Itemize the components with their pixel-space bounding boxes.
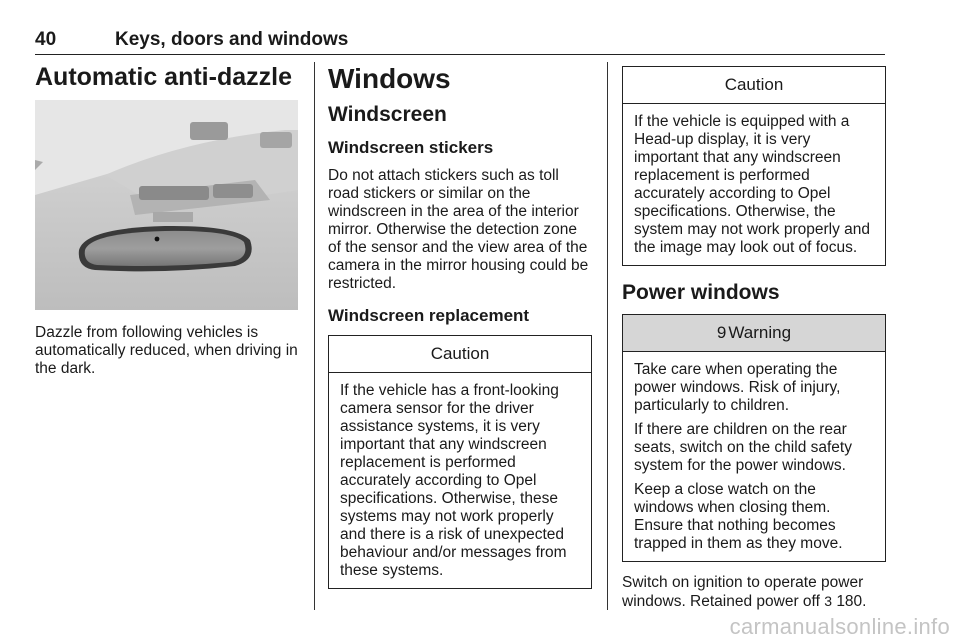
caution-title: Caution <box>329 336 591 373</box>
chapter-title: Keys, doors and windows <box>115 29 349 50</box>
caution-box-camera <box>328 335 592 589</box>
subheading-windscreen: Windscreen <box>328 103 447 126</box>
subheading-windscreen-replacement: Windscreen replacement <box>328 306 530 325</box>
caution-text: If the vehicle has a front-looking camera sensor for the driver assistance systems, it is very important that any windscreen replacement is performed accurately according to Opel specifications. Otherwise, these systems may not work properly and there is a risk of unexpected behaviour and/or messages from these systems. <box>340 382 567 579</box>
section-heading-anti-dazzle: Automatic anti-dazzle <box>35 63 292 91</box>
caution-title: Caution <box>623 67 885 104</box>
column-divider <box>607 62 608 610</box>
warning-paragraph: Take care when operating the power windows. Risk of injury, particularly to children. <box>634 361 841 414</box>
warning-paragraph: Keep a close watch on the windows when closing them. Ensure that nothing becomes trapped in them as they move. <box>634 481 843 552</box>
anti-dazzle-description: Dazzle from following vehicles is automatically reduced, when driving in the dark. <box>35 324 298 377</box>
watermark: carmanualsonline.info <box>729 614 950 639</box>
section-heading-windows: Windows <box>328 63 451 94</box>
page-reference[interactable]: 180. <box>836 593 867 610</box>
right-column <box>622 66 886 611</box>
section-heading-power-windows: Power windows <box>622 281 780 304</box>
stickers-description: Do not attach stickers such as toll road stickers or similar on the windscreen in the area of the interior mirror. Otherwise the detection zone of the sensor and the view area of the camera in the mirror housing could be restricted. <box>328 167 589 292</box>
middle-column <box>328 62 592 589</box>
page-header <box>35 28 885 55</box>
warning-paragraph: If there are children on the rear seats, switch on the child safety system for the power windows. <box>634 421 852 474</box>
column-divider <box>314 62 315 610</box>
caution-text: If the vehicle is equipped with a Head-up display, it is very important that any windscreen replacement is performed accurately according to Opel specifications. Otherwise, the system may not work properly and the image may look out of focus. <box>634 113 871 256</box>
instructions-text: Switch on ignition to operate power windows. Retained power off <box>622 574 864 610</box>
warning-header <box>623 315 885 352</box>
interior-mirror-photo <box>35 100 298 310</box>
warning-title: Warning <box>728 323 792 342</box>
warning-box-power-windows <box>622 314 886 562</box>
caution-box-hud <box>622 66 886 266</box>
left-column <box>35 62 298 378</box>
power-windows-instructions <box>622 574 886 611</box>
warning-icon: 9 <box>716 323 727 342</box>
subheading-windscreen-stickers: Windscreen stickers <box>328 138 494 157</box>
page-reference-arrow-icon: 3 <box>824 593 832 609</box>
page-number: 40 <box>35 29 57 50</box>
